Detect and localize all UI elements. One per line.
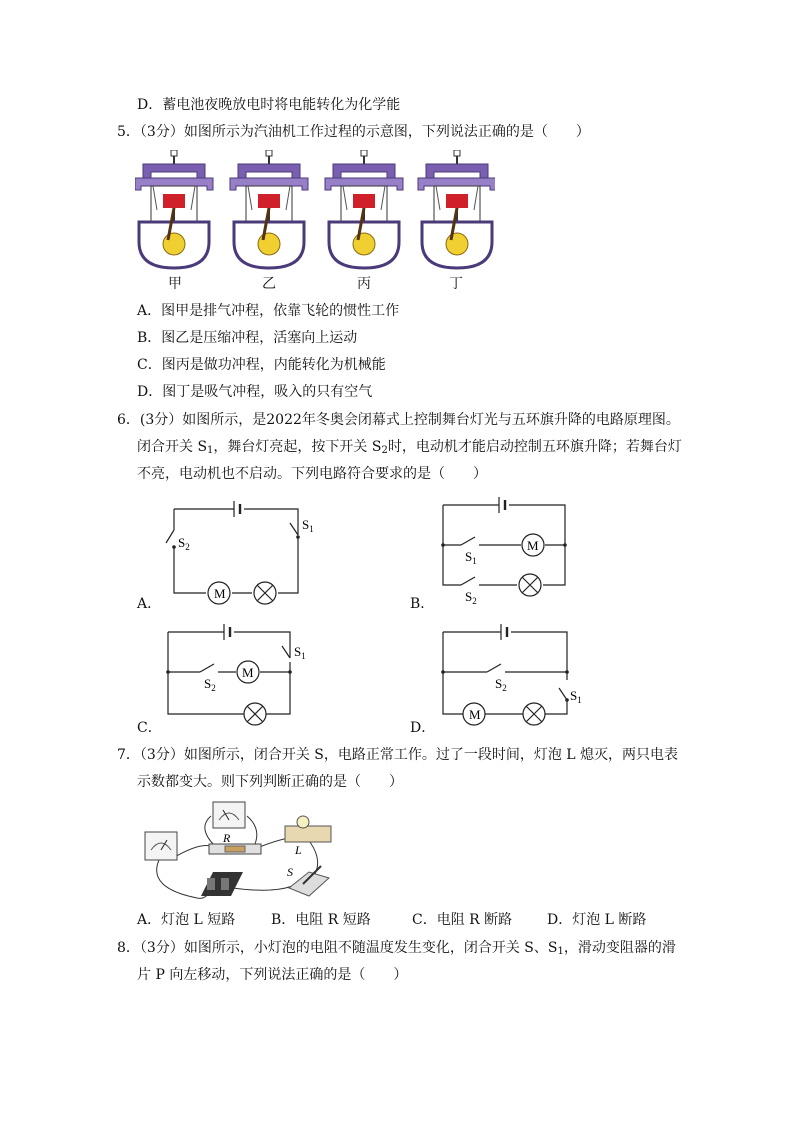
q6-label-a: A． bbox=[137, 596, 162, 612]
q6c-s1-label: $S_1$ bbox=[294, 644, 306, 661]
q6a-s2-label: $S_2$ bbox=[178, 535, 190, 552]
q5-option-c: C．图丙是做功冲程，内能转化为机械能 bbox=[137, 357, 386, 373]
q5-label-bing: 丙 bbox=[357, 276, 371, 292]
q6c-motor-label: M bbox=[242, 665, 254, 680]
q6a-motor-label: M bbox=[214, 586, 226, 601]
q6c-s2-label: $S_2$ bbox=[204, 676, 216, 693]
q6-circuit-a bbox=[160, 495, 320, 610]
q6d-s2-label: $S_2$ bbox=[495, 676, 507, 693]
q6-circuit-d bbox=[435, 620, 585, 730]
q6-circuit-c bbox=[160, 620, 320, 730]
q7-circuit-figure bbox=[137, 798, 337, 908]
q7-l-label: L bbox=[295, 843, 302, 857]
q4-option-d: D．蓄电池夜晚放电时将电能转化为化学能 bbox=[137, 97, 401, 113]
q5-option-b: B．图乙是压缩冲程，活塞向上运动 bbox=[137, 330, 358, 346]
q5-label-yi: 乙 bbox=[262, 276, 276, 292]
q6-circuit-b bbox=[435, 495, 575, 610]
q5-stem: 5．（3分）如图所示为汽油机工作过程的示意图，下列说法正确的是（ ） bbox=[117, 124, 590, 140]
q6d-motor-label: M bbox=[469, 707, 481, 722]
q5-label-ding: 丁 bbox=[449, 276, 463, 292]
q5-engine-figures bbox=[135, 150, 495, 290]
q6-stem-line1: 6．(3分）如图所示，是2022年冬奥会闭幕式上控制舞台灯光与五环旗升降的电路原理图。 bbox=[117, 412, 680, 428]
q5-label-jia: 甲 bbox=[168, 276, 182, 292]
q6-label-c: C． bbox=[137, 720, 162, 736]
q7-r-label: R bbox=[223, 831, 231, 845]
q7-option-d: D．灯泡 L 断路 bbox=[547, 912, 647, 928]
q7-stem-line2: 示数都变大。则下列判断正确的是（ ） bbox=[137, 774, 403, 790]
q6-stem-line2: 闭合开关 $S_1$，舞台灯亮起，按下开关 $S_2$时，电动机才能启动控制五环旗升降；若舞台灯 bbox=[137, 439, 682, 456]
q6b-s1-label: $S_1$ bbox=[465, 549, 477, 566]
q7-option-b: B．电阻 R 短路 bbox=[271, 912, 371, 928]
q8-stem-line2: 片 P 向左移动，下列说法正确的是（ ） bbox=[137, 967, 408, 983]
q6b-s2-label: $S_2$ bbox=[465, 589, 477, 606]
q6b-motor-label: M bbox=[527, 538, 539, 553]
q8-stem-line1: 8．（3分）如图所示，小灯泡的电阻不随温度发生变化，闭合开关 S、$S_1$，滑动变阻器的滑 bbox=[117, 940, 676, 957]
q6-label-b: B． bbox=[410, 596, 435, 612]
q6-label-d: D． bbox=[410, 720, 436, 736]
q5-option-a: A．图甲是排气冲程，依靠飞轮的惯性工作 bbox=[137, 303, 400, 319]
q6a-s1-label: $S_1$ bbox=[302, 517, 314, 534]
q6d-s1-label: $S_1$ bbox=[570, 688, 582, 705]
q7-stem-line1: 7．（3分）如图所示，闭合开关 S，电路正常工作。过了一段时间，灯泡 L 熄灭，两只电表 bbox=[117, 747, 679, 763]
q7-option-c: C．电阻 R 断路 bbox=[412, 912, 513, 928]
q7-s-label: S bbox=[287, 865, 293, 879]
q6-stem-line3: 不亮，电动机也不启动。下列电路符合要求的是（ ） bbox=[137, 466, 487, 482]
q5-option-d: D．图丁是吸气冲程，吸入的只有空气 bbox=[137, 384, 373, 400]
q7-option-a: A．灯泡 L 短路 bbox=[137, 912, 236, 928]
